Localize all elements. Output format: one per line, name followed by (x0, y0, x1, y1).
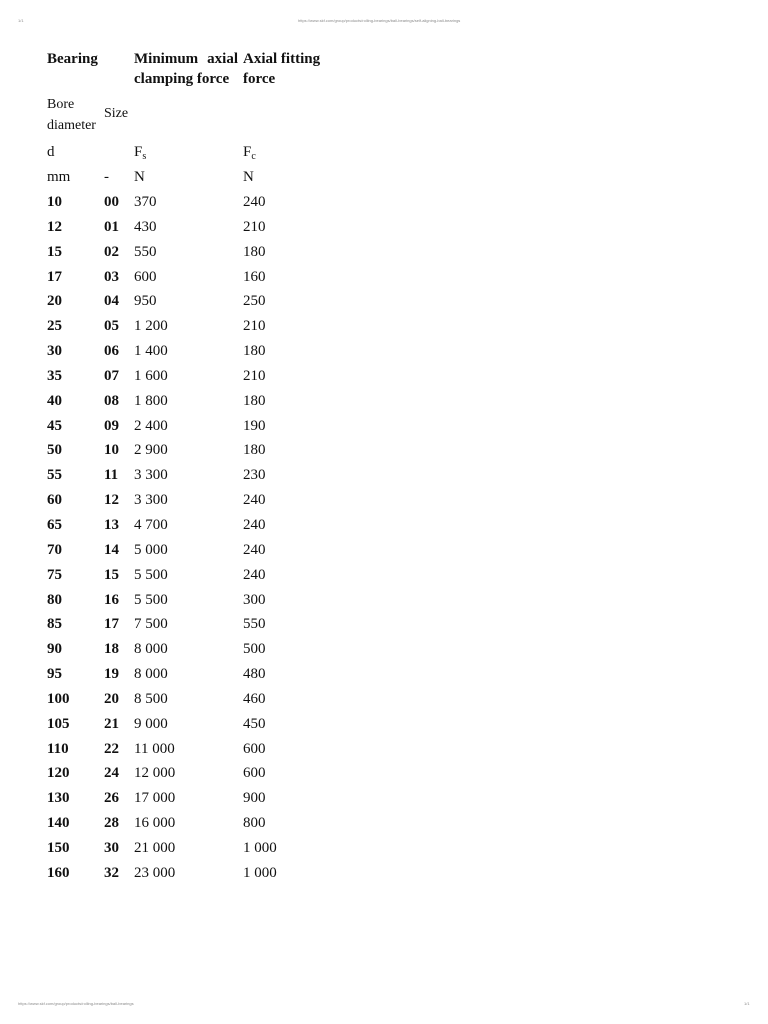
cell-bore-diameter: 110 (47, 740, 69, 757)
cell-size: 02 (104, 243, 119, 260)
cell-bore-diameter: 25 (47, 318, 62, 335)
table-row (0, 813, 768, 838)
table-row (0, 540, 768, 565)
cell-size: 05 (104, 318, 119, 335)
symbol-d: d (47, 144, 55, 160)
cell-bore-diameter: 30 (47, 343, 62, 360)
table-row (0, 515, 768, 540)
cell-bore-diameter: 15 (47, 243, 62, 260)
cell-axial-fitting-force: 230 (243, 467, 266, 484)
cell-min-clamping-force: 4 700 (134, 516, 168, 533)
cell-size: 18 (104, 641, 119, 658)
cell-axial-fitting-force: 240 (243, 541, 266, 558)
cell-axial-fitting-force: 450 (243, 715, 266, 732)
cell-bore-diameter: 105 (47, 715, 70, 732)
table-body (0, 192, 768, 888)
table-row (0, 590, 768, 615)
table-row (0, 763, 768, 788)
table-row (0, 639, 768, 664)
cell-axial-fitting-force: 180 (243, 392, 266, 409)
cell-axial-fitting-force: 1 000 (243, 864, 277, 881)
cell-min-clamping-force: 1 800 (134, 392, 168, 409)
cell-min-clamping-force: 3 300 (134, 467, 168, 484)
cell-axial-fitting-force: 900 (243, 790, 266, 807)
cell-axial-fitting-force: 600 (243, 740, 266, 757)
cell-min-clamping-force: 23 000 (134, 864, 176, 881)
cell-bore-diameter: 45 (47, 417, 62, 434)
cell-axial-fitting-force: 240 (243, 566, 266, 583)
cell-bore-diameter: 40 (47, 392, 62, 409)
cell-axial-fitting-force: 240 (243, 492, 266, 509)
cell-size: 26 (104, 790, 119, 807)
cell-bore-diameter: 10 (47, 194, 62, 210)
cell-min-clamping-force: 8 000 (134, 666, 168, 683)
table-row (0, 242, 768, 267)
cell-bore-diameter: 20 (47, 293, 62, 310)
cell-min-clamping-force: 600 (134, 268, 157, 285)
table-row (0, 416, 768, 441)
cell-bore-diameter: 140 (47, 815, 70, 832)
table-row (0, 863, 768, 888)
cell-bore-diameter: 75 (47, 566, 62, 583)
page-footer-url: https://www.skf.com/group/products/rolling-bearings/ball-bearings (18, 1001, 134, 1006)
subheader-size: Size (104, 106, 129, 121)
cell-min-clamping-force: 5 500 (134, 591, 168, 608)
cell-size: 04 (104, 293, 119, 310)
cell-min-clamping-force: 550 (134, 243, 157, 260)
table-row (0, 490, 768, 515)
table-row (0, 788, 768, 813)
cell-axial-fitting-force: 480 (243, 666, 266, 683)
table-row (0, 341, 768, 366)
cell-min-clamping-force: 8 000 (134, 641, 168, 658)
cell-size: 17 (104, 616, 119, 633)
cell-size: 11 (104, 467, 119, 484)
page-header-left: 1/1 (18, 18, 24, 23)
table-row (0, 316, 768, 341)
cell-min-clamping-force: 8 500 (134, 690, 168, 707)
unit-bore: mm (47, 169, 71, 185)
cell-min-clamping-force: 1 600 (134, 367, 168, 384)
subheader-bore-diameter: Bore diameter (47, 97, 96, 133)
cell-min-clamping-force: 5 500 (134, 566, 168, 583)
cell-axial-fitting-force: 460 (243, 690, 266, 707)
cell-size: 19 (104, 666, 119, 683)
table-row (0, 267, 768, 292)
cell-bore-diameter: 70 (47, 541, 62, 558)
cell-min-clamping-force: 950 (134, 293, 157, 310)
cell-bore-diameter: 50 (47, 442, 62, 459)
table-row (0, 739, 768, 764)
cell-axial-fitting-force: 600 (243, 765, 266, 782)
table-row (0, 465, 768, 490)
cell-min-clamping-force: 21 000 (134, 839, 176, 856)
unit-size: - (104, 169, 109, 185)
cell-axial-fitting-force: 190 (243, 417, 266, 434)
table-row (0, 664, 768, 689)
cell-axial-fitting-force: 160 (243, 268, 266, 285)
unit-clamping: N (134, 169, 145, 185)
cell-bore-diameter: 120 (47, 765, 70, 782)
symbol-fs: $F_s$ (134, 144, 147, 162)
cell-min-clamping-force: 1 200 (134, 318, 168, 335)
cell-axial-fitting-force: 180 (243, 343, 266, 360)
cell-min-clamping-force: 17 000 (134, 790, 176, 807)
cell-axial-fitting-force: 180 (243, 243, 266, 260)
cell-bore-diameter: 35 (47, 367, 62, 384)
table-row (0, 291, 768, 316)
page-footer-page: 1/1 (744, 1001, 750, 1006)
cell-min-clamping-force: 9 000 (134, 715, 168, 732)
cell-bore-diameter: 17 (47, 268, 62, 285)
cell-axial-fitting-force: 500 (243, 641, 266, 658)
cell-min-clamping-force: 430 (134, 218, 157, 235)
cell-axial-fitting-force: 250 (243, 293, 266, 310)
cell-size: 30 (104, 839, 119, 856)
cell-min-clamping-force: 16 000 (134, 815, 176, 832)
table-row (0, 391, 768, 416)
table-row (0, 217, 768, 242)
cell-size: 12 (104, 492, 119, 509)
cell-bore-diameter: 12 (47, 218, 62, 235)
cell-axial-fitting-force: 300 (243, 591, 266, 608)
cell-size: 28 (104, 815, 119, 832)
cell-size: 10 (104, 442, 119, 459)
cell-min-clamping-force: 12 000 (134, 765, 176, 782)
cell-size: 22 (104, 740, 119, 757)
cell-size: 24 (104, 765, 119, 782)
cell-bore-diameter: 60 (47, 492, 62, 509)
cell-size: 20 (104, 690, 119, 707)
cell-size: 06 (104, 343, 119, 360)
cell-size: 03 (104, 268, 119, 285)
cell-axial-fitting-force: 1 000 (243, 839, 277, 856)
cell-size: 08 (104, 392, 119, 409)
table-row (0, 440, 768, 465)
table-row (0, 689, 768, 714)
cell-min-clamping-force: 2 900 (134, 442, 168, 459)
cell-min-clamping-force: 1 400 (134, 343, 168, 360)
cell-size: 15 (104, 566, 119, 583)
cell-bore-diameter: 80 (47, 591, 62, 608)
cell-min-clamping-force: 370 (134, 194, 157, 210)
page-header-url: https://www.skf.com/group/products/rolling-bearings/ball-bearings/self-aligning-ball-bearings (298, 18, 461, 23)
header-bearing: Bearing (47, 51, 98, 67)
cell-bore-diameter: 55 (47, 467, 62, 484)
cell-size: 00 (104, 194, 119, 210)
cell-axial-fitting-force: 240 (243, 516, 266, 533)
cell-min-clamping-force: 11 000 (134, 740, 175, 757)
cell-bore-diameter: 95 (47, 666, 62, 683)
cell-size: 21 (104, 715, 119, 732)
cell-bore-diameter: 160 (47, 864, 70, 881)
cell-axial-fitting-force: 550 (243, 616, 266, 633)
cell-axial-fitting-force: 240 (243, 194, 266, 210)
cell-axial-fitting-force: 180 (243, 442, 266, 459)
table-row (0, 714, 768, 739)
cell-size: 13 (104, 516, 119, 533)
table-row (0, 192, 768, 217)
cell-size: 16 (104, 591, 119, 608)
cell-min-clamping-force: 7 500 (134, 616, 168, 633)
cell-bore-diameter: 90 (47, 641, 62, 658)
table-row (0, 614, 768, 639)
symbol-fc: $F_c$ (243, 144, 256, 162)
cell-size: 07 (104, 367, 119, 384)
cell-size: 14 (104, 541, 119, 558)
cell-size: 32 (104, 864, 119, 881)
cell-axial-fitting-force: 800 (243, 815, 266, 832)
cell-bore-diameter: 85 (47, 616, 62, 633)
table-row (0, 838, 768, 863)
cell-bore-diameter: 130 (47, 790, 70, 807)
cell-min-clamping-force: 2 400 (134, 417, 168, 434)
table-row (0, 366, 768, 391)
cell-bore-diameter: 100 (47, 690, 70, 707)
header-min-clamping-force: Minimum axial clamping force (134, 51, 238, 87)
cell-axial-fitting-force: 210 (243, 367, 266, 384)
cell-axial-fitting-force: 210 (243, 318, 266, 335)
cell-min-clamping-force: 5 000 (134, 541, 168, 558)
cell-size: 09 (104, 417, 119, 434)
cell-bore-diameter: 150 (47, 839, 70, 856)
cell-axial-fitting-force: 210 (243, 218, 266, 235)
unit-fitting: N (243, 169, 254, 185)
table-row (0, 565, 768, 590)
header-axial-fitting-force: Axial fitting force (243, 51, 321, 87)
cell-size: 01 (104, 218, 119, 235)
cell-bore-diameter: 65 (47, 516, 62, 533)
cell-min-clamping-force: 3 300 (134, 492, 168, 509)
